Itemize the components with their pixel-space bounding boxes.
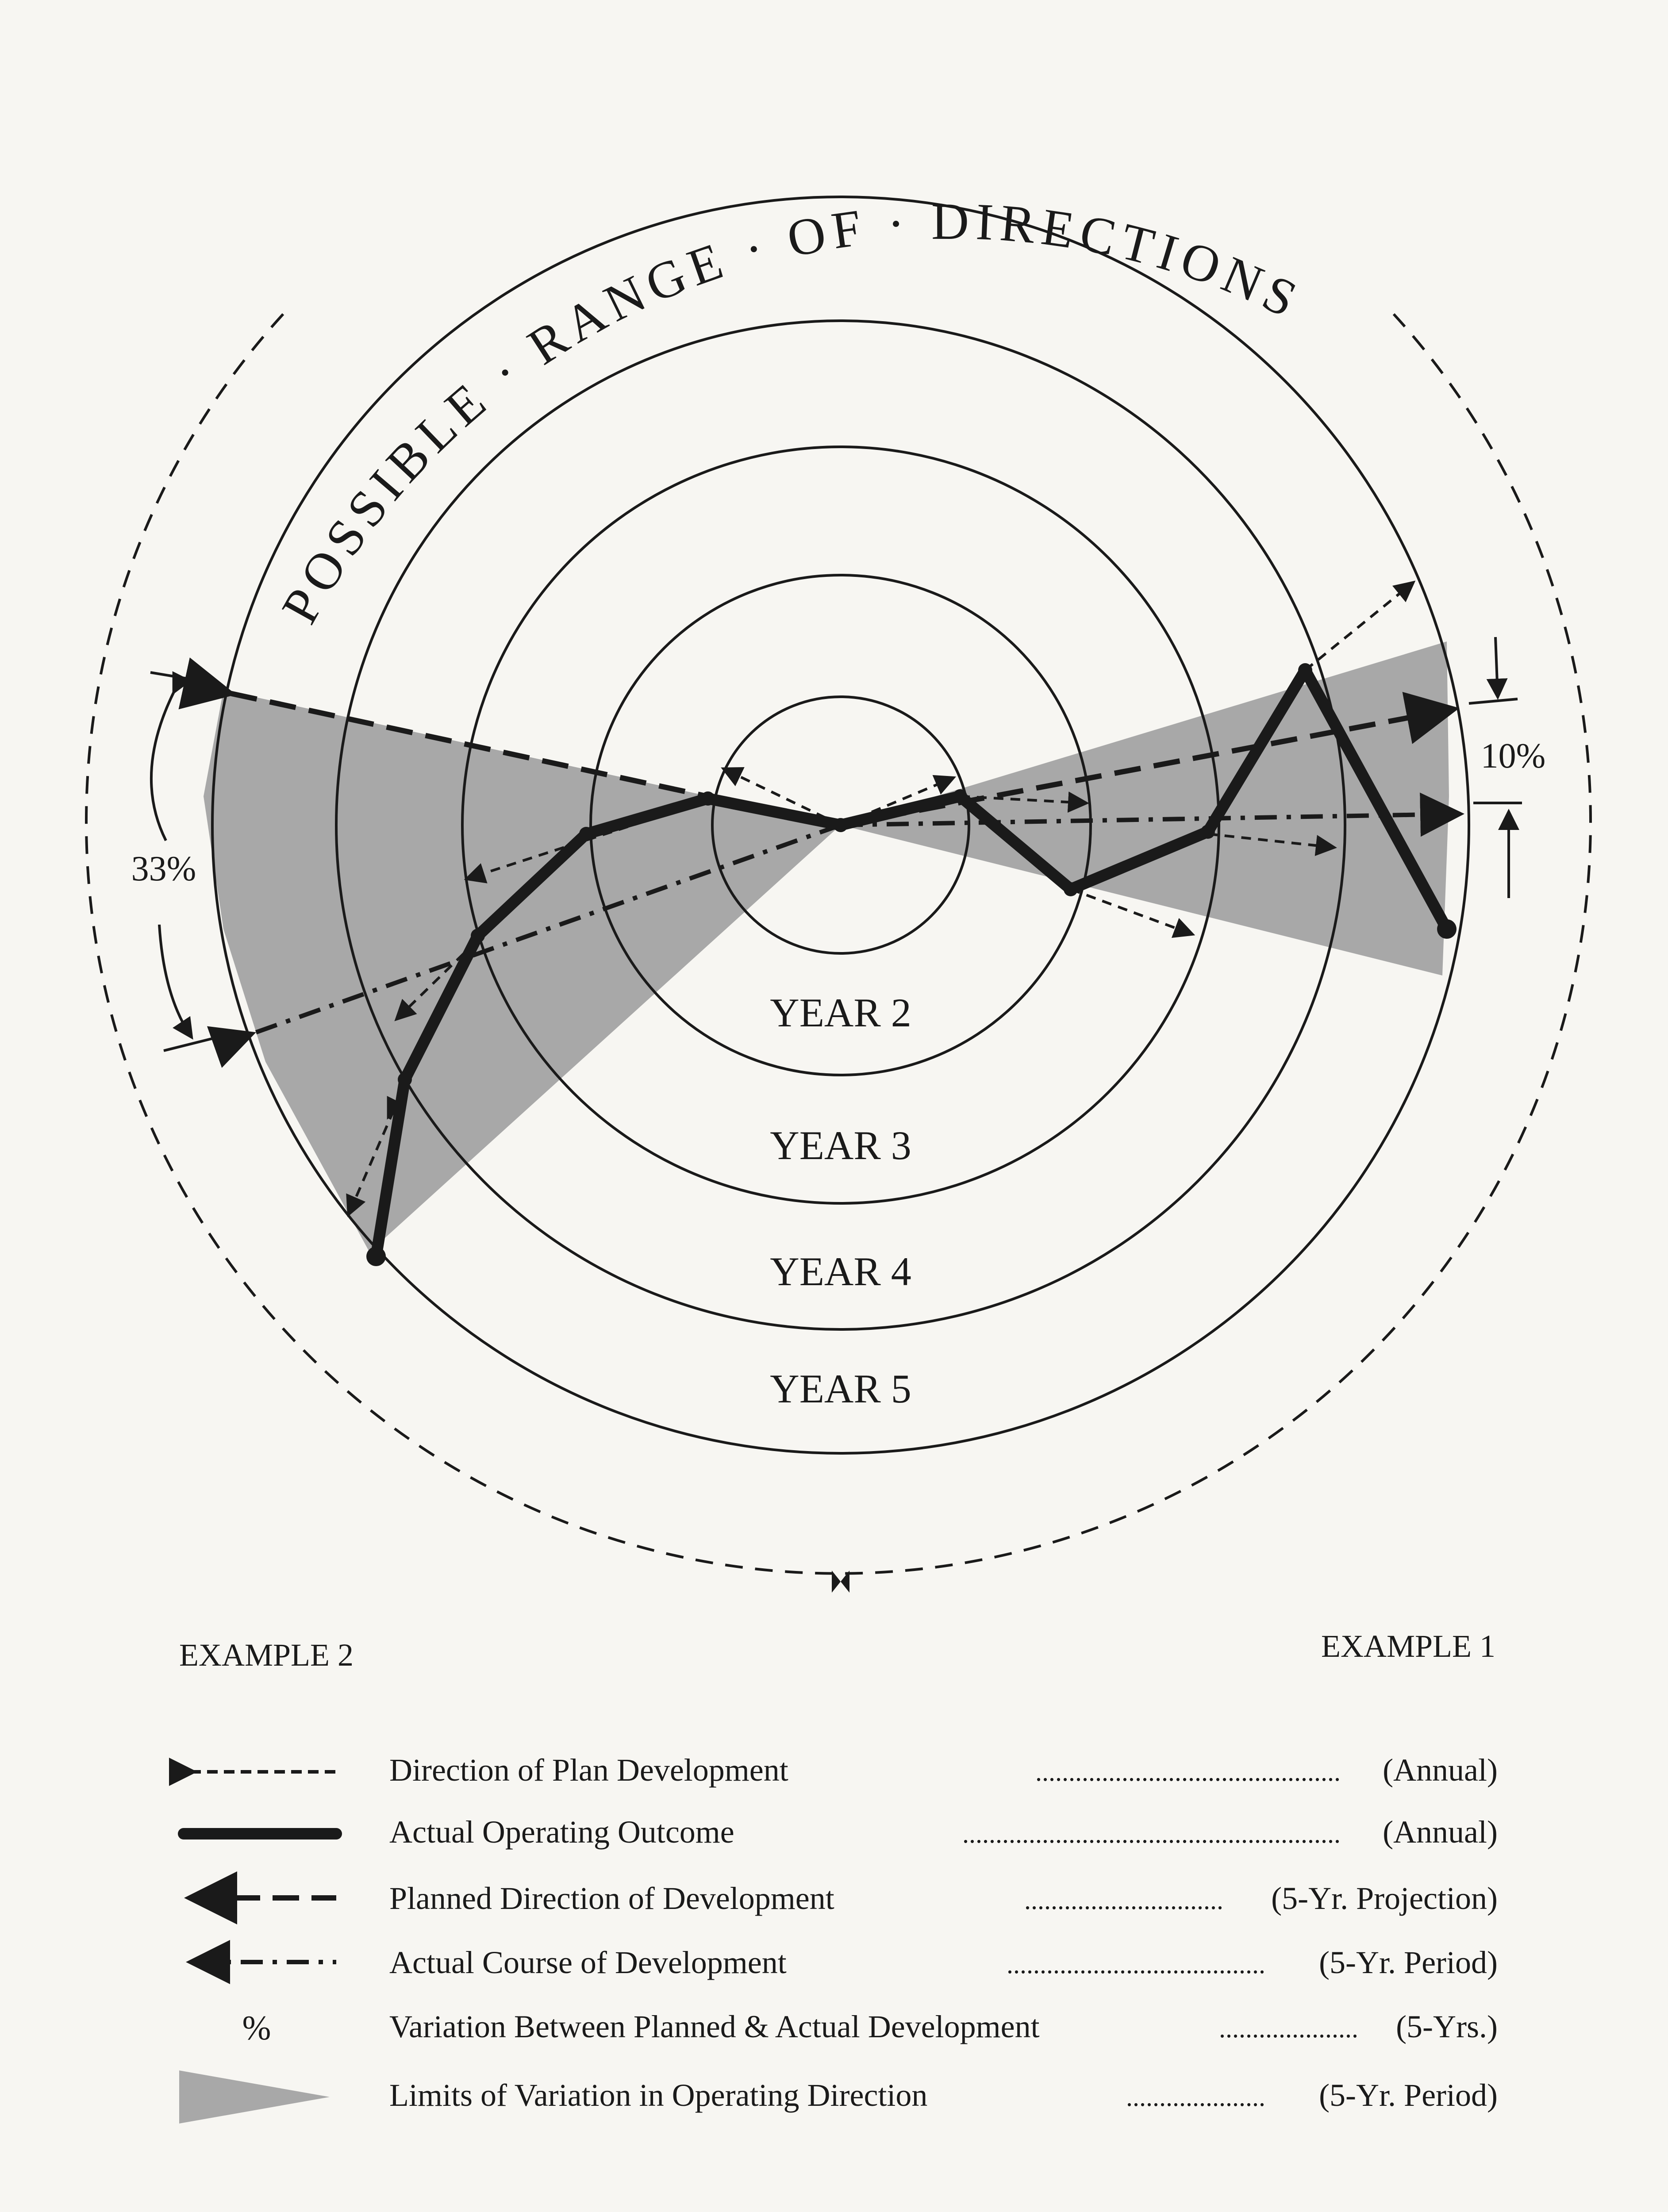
outcome-point: [471, 929, 485, 943]
legend-leaders: [962, 1757, 1358, 2112]
outcome-point: [366, 1247, 386, 1266]
legend-label: Actual Course of Development: [389, 1945, 787, 1980]
legend-periods: [1271, 1752, 1498, 2113]
legend-dots: .......................................: [1007, 1950, 1265, 1979]
variation-label-right: 10%: [1480, 737, 1546, 776]
example-2-label: EXAMPLE 2: [179, 1637, 354, 1673]
legend-dots: .....................: [1219, 2014, 1358, 2043]
legend-period: (5-Yrs.): [1396, 2009, 1498, 2044]
outcome-point: [398, 1072, 412, 1087]
legend-dots: ..............................: [1024, 1886, 1223, 1915]
legend-symbols: [179, 1772, 341, 2124]
legend-labels: [389, 1752, 1040, 2113]
legend-label: Actual Operating Outcome: [389, 1814, 734, 1850]
legend-period: (Annual): [1383, 1814, 1498, 1850]
legend-symbol-wedge: [179, 2070, 330, 2124]
bottom-tick-mark: [832, 1571, 849, 1593]
legend-dots: .....................: [1126, 2082, 1265, 2112]
legend-period: (5-Yr. Period): [1319, 1945, 1498, 1980]
legend-period: (Annual): [1383, 1752, 1498, 1788]
legend-dots: ..............................................: [1035, 1757, 1341, 1786]
outcome-point: [701, 791, 715, 806]
ring-label-year-5: YEAR 5: [770, 1366, 911, 1411]
outcome-point: [1064, 882, 1078, 896]
legend-label: Limits of Variation in Operating Direction: [389, 2078, 928, 2113]
legend-symbol-percent: %: [242, 2008, 271, 2047]
legend-label: Direction of Plan Development: [389, 1752, 788, 1788]
outcome-point: [1298, 663, 1312, 677]
legend-period: (5-Yr. Period): [1319, 2078, 1498, 2113]
legend-dots: .........................................................: [962, 1819, 1341, 1848]
legend-period: (5-Yr. Projection): [1271, 1881, 1498, 1916]
example-1-label: EXAMPLE 1: [1321, 1628, 1495, 1664]
ring-label-year-2: YEAR 2: [770, 990, 911, 1035]
variation-label-left: 33%: [131, 849, 196, 888]
ring-label-year-3: YEAR 3: [770, 1123, 911, 1168]
ring-label-year-4: YEAR 4: [770, 1249, 911, 1294]
legend-label: Planned Direction of Development: [389, 1881, 834, 1916]
variation-wedge-left: [204, 690, 841, 1252]
legend-label: Variation Between Planned & Actual Development: [389, 2009, 1040, 2044]
outcome-point: [834, 818, 848, 832]
outcome-point: [1437, 919, 1457, 939]
outcome-point: [579, 827, 593, 841]
arc-title: POSSIBLE · RANGE · OF · DIRECTIONS: [270, 192, 1311, 633]
outcome-point: [953, 789, 967, 803]
outcome-point: [1201, 825, 1215, 839]
